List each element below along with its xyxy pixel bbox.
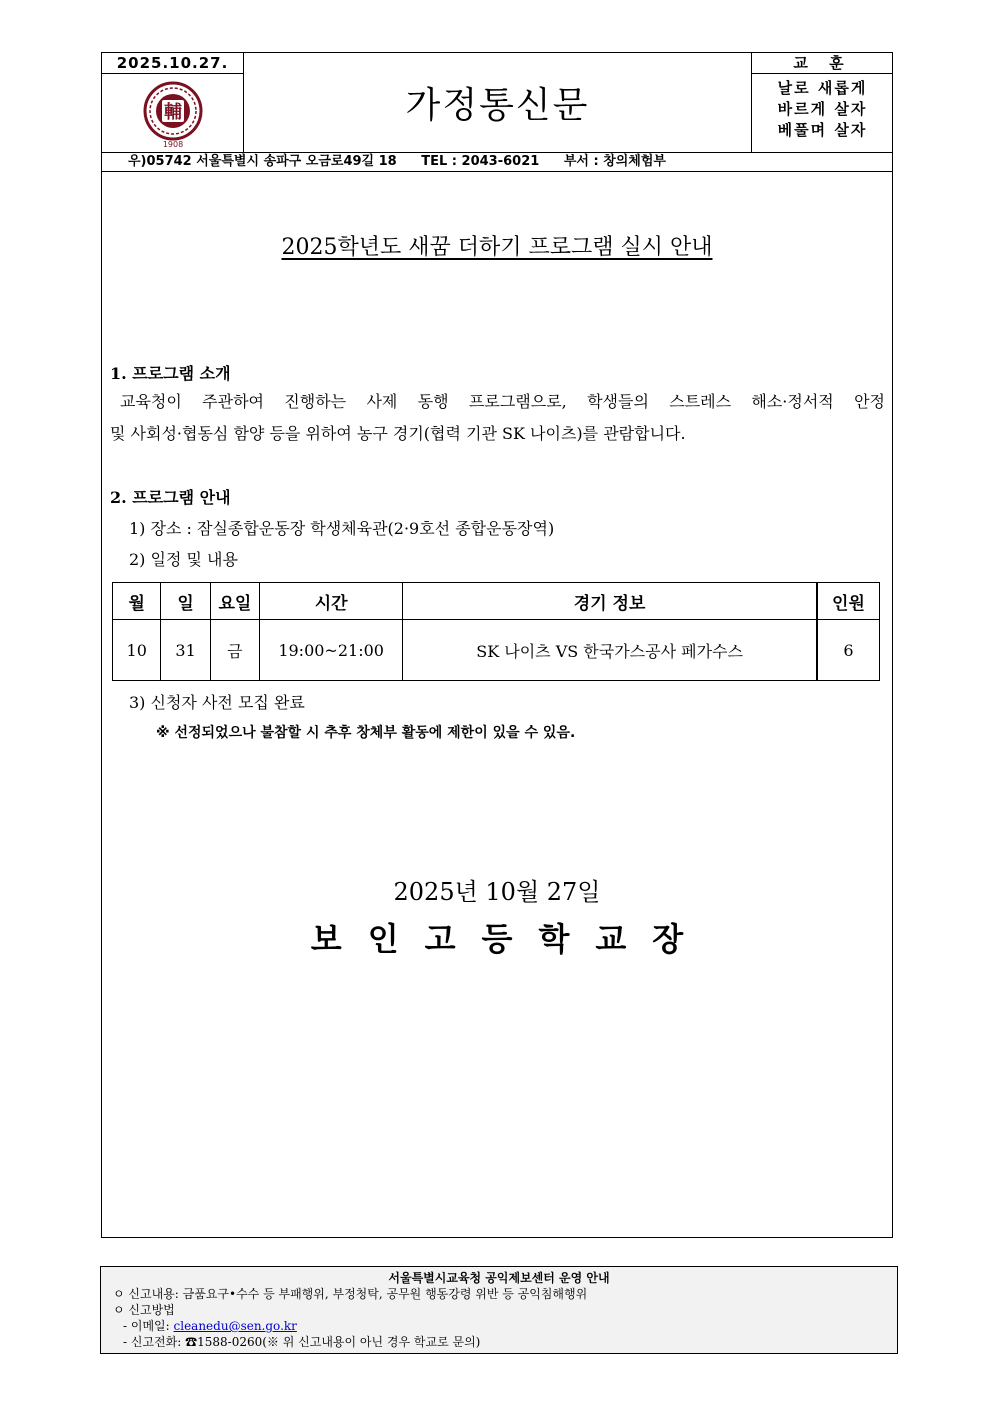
issue-date: 2025.10.27. (102, 53, 244, 74)
school-tel: TEL : 2043-6021 (421, 154, 540, 169)
recruitment-item: 3) 신청자 사전 모집 완료 (129, 693, 305, 712)
cell-game-info: SK 나이츠 VS 한국가스공사 페가수스 (403, 620, 817, 681)
notice-title: 서울특별시교육청 공익제보센터 운영 안내 (388, 1271, 610, 1285)
col-headcount: 인원 (817, 583, 880, 620)
whistleblower-notice (100, 1266, 898, 1354)
table-row (113, 620, 880, 681)
cell-day: 31 (161, 620, 210, 681)
motto-box (751, 74, 893, 152)
col-day: 일 (161, 583, 210, 620)
school-emblem-icon (102, 74, 244, 152)
closing-date: 2025년 10월 27일 (393, 878, 601, 906)
cell-time: 19:00~21:00 (260, 620, 403, 681)
department: 부서 : 창의체험부 (563, 154, 666, 169)
principal-signature: 보인고등학교장 (310, 920, 710, 958)
motto-line: 바르게 살자 (777, 100, 868, 118)
logo-glyph: 輔 (164, 102, 182, 123)
warning-note: ※ 선정되었으나 불참할 시 추후 창체부 활동에 제한이 있을 수 있음. (156, 725, 576, 741)
col-time: 시간 (260, 583, 403, 620)
col-weekday: 요일 (210, 583, 259, 620)
col-month: 월 (113, 583, 161, 620)
address-bar (102, 152, 892, 172)
table-header-row (113, 583, 880, 620)
section1-heading: 1. 프로그램 소개 (110, 364, 231, 383)
section1-line2: 및 사회성·협동심 함양 등을 위하여 농구 경기(협력 기관 SK 나이츠)를 관람합니다. (110, 424, 686, 443)
logo-year: 1908 (162, 140, 184, 149)
document-title: 2025학년도 새꿈 더하기 프로그램 실시 안내 (281, 235, 713, 260)
school-address: 우)05742 서울특별시 송파구 오금로49길 18 (128, 154, 397, 169)
venue-item: 1) 장소 : 잠실종합운동장 학생체육관(2·9호선 종합운동장역) (129, 519, 555, 538)
email-link[interactable]: cleanedu@sen.go.kr (173, 1319, 297, 1333)
motto-line: 날로 새롭게 (777, 79, 868, 97)
page-title: 가정통신문 (405, 85, 590, 126)
school-logo-cell (102, 74, 244, 152)
col-game-info: 경기 정보 (403, 583, 817, 620)
cell-weekday: 금 (210, 620, 259, 681)
schedule-item: 2) 일정 및 내용 (129, 550, 238, 569)
notice-line: ㅇ 신고내용: 금품요구•수수 등 부패행위, 부정청탁, 공무원 행동강령 위반 등 공익침해행위 (113, 1287, 588, 1301)
motto-heading: 교 훈 (751, 53, 893, 74)
section1-line1: 교육청이 주관하여 진행하는 사제 동행 프로그램으로, 학생들의 스트레스 해소·정서적 안정 (120, 392, 885, 411)
notice-email-line: - 이메일: cleanedu@sen.go.kr (123, 1319, 297, 1333)
schedule-table (112, 582, 880, 681)
section2-heading: 2. 프로그램 안내 (110, 488, 231, 507)
motto-line: 베풀며 살자 (777, 121, 868, 139)
cell-month: 10 (113, 620, 161, 681)
notice-line: ㅇ 신고방법 (113, 1303, 175, 1317)
notice-phone-line: - 신고전화: ☎1588-0260(※ 위 신고내용이 아닌 경우 학교로 문의) (123, 1335, 481, 1349)
cell-headcount: 6 (817, 620, 880, 681)
